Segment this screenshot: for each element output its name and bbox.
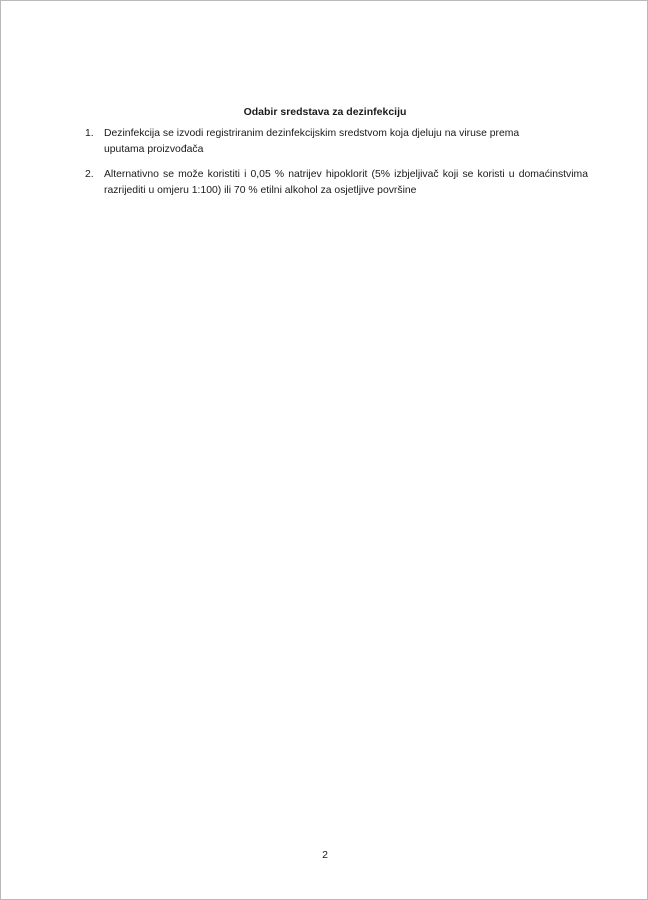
list-item bbox=[85, 126, 556, 158]
disinfection-list bbox=[85, 126, 588, 208]
list-item-text: Dezinfekcija se izvodi registriranim dezinfekcijskim sredstvom koja djeluju na viruse prema uputama proizvođača bbox=[104, 128, 520, 155]
section-heading: Odabir sredstava za dezinfekciju bbox=[243, 106, 407, 118]
list-item bbox=[85, 167, 588, 199]
page-number: 2 bbox=[322, 849, 328, 861]
list-item-number: 1. bbox=[85, 128, 94, 139]
list-item-text: Alternativno se može koristiti i 0,05 % natrijev hipoklorit (5% izbjeljivač koji se koristi u domaćinstvima razrijediti u omjeru 1:100) ili 70 % etilni alkohol za osjetljive površine bbox=[104, 169, 588, 196]
list-item-number: 2. bbox=[85, 169, 94, 180]
